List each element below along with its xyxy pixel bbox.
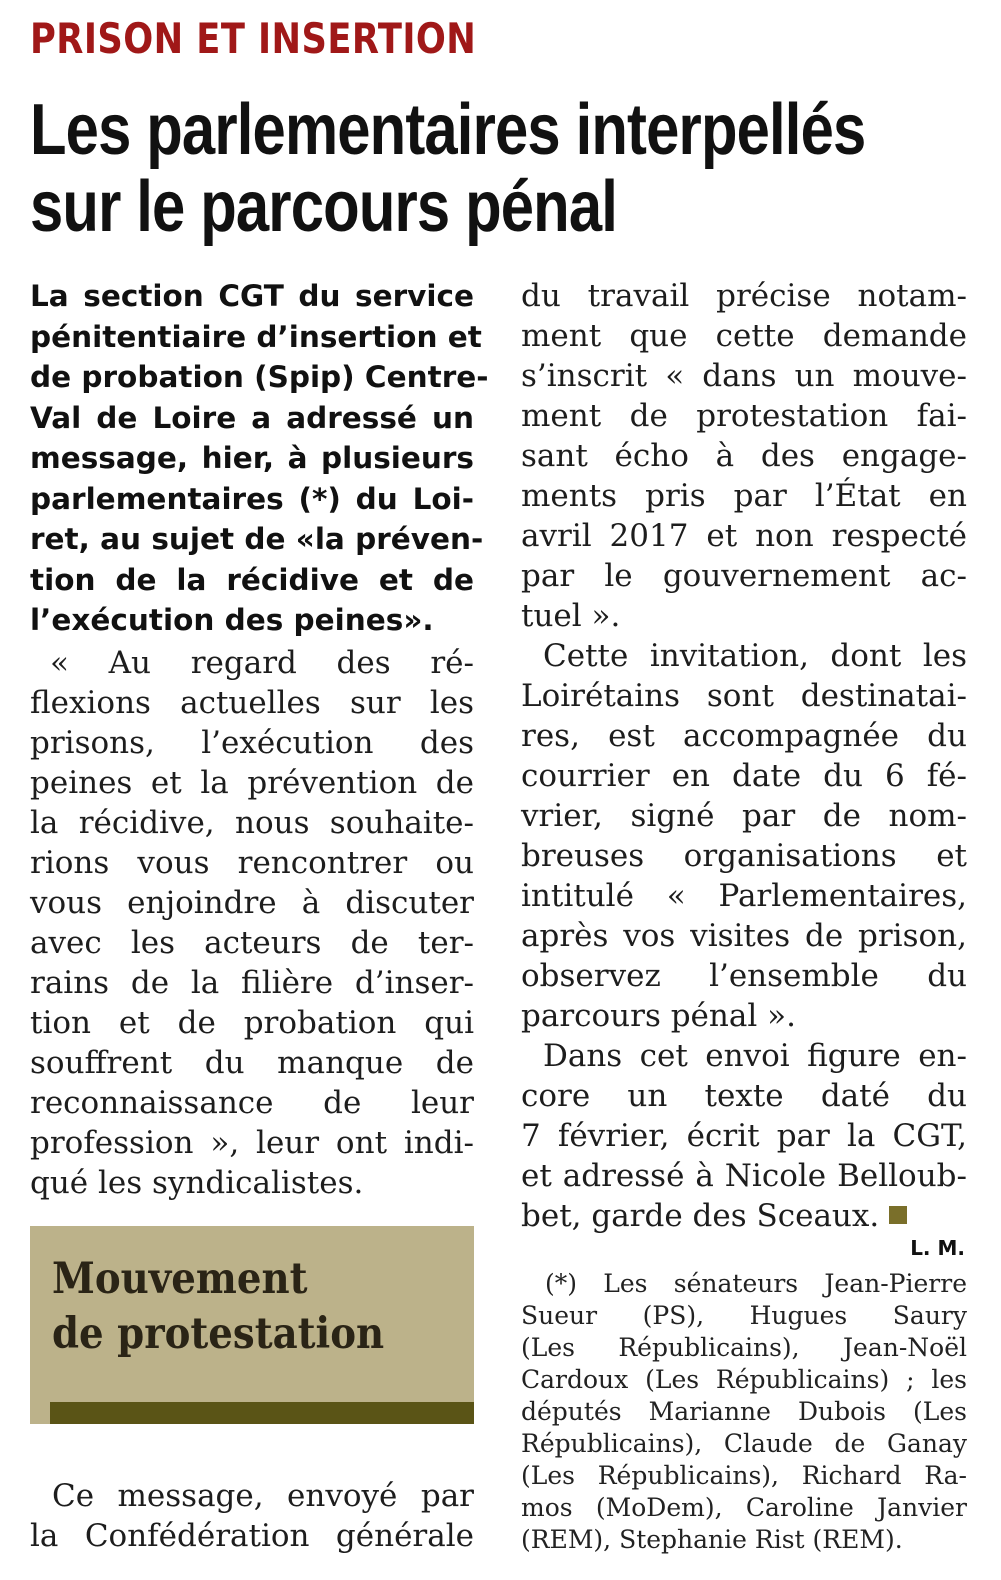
body-line: breuses organisations et [521, 838, 967, 874]
body-line: res, est accompagnée du [521, 718, 967, 754]
body-paragraph-3 [521, 1036, 967, 1236]
body-paragraph-quote [30, 643, 474, 1203]
footnote-line: Cardoux (Les Républicains) ; les [521, 1365, 967, 1394]
body-line: observez l’ensemble du [521, 958, 967, 994]
lead-paragraph [30, 276, 489, 641]
body-line: souffrent du manque de [30, 1044, 474, 1081]
body-line: sant écho à des engage- [521, 438, 967, 474]
body-line: ments pris par l’État en [521, 478, 967, 514]
footnote-line: mos (MoDem), Caroline Janvier [521, 1493, 967, 1522]
body-line: rions vous rencontrer ou [30, 844, 474, 881]
footnote-line: Républicains), Claude de Ganay [521, 1429, 967, 1458]
lead-line: parlementaires (*) du Loi- [30, 481, 474, 516]
body-line: par le gouvernement ac- [521, 558, 967, 594]
end-of-article-mark [889, 1206, 907, 1224]
footnote-line: (REM), Stephanie Rist (REM). [521, 1525, 903, 1554]
body-paragraph-1 [521, 276, 967, 636]
lead-line: Val de Loire a adressé un [30, 400, 474, 435]
headline-line-2: sur le parcours pénal [30, 167, 618, 247]
body-line: ment que cette demande [521, 318, 967, 354]
body-line: « Au regard des ré- [50, 644, 474, 681]
body-line: flexions actuelles sur les [30, 684, 474, 721]
body-line-final [521, 1196, 967, 1236]
body-line: du travail précise notam- [521, 278, 967, 314]
footnote-line: Sueur (PS), Hugues Saury [521, 1301, 967, 1330]
body-line: Ce message, envoyé par [52, 1478, 474, 1514]
lead-line: message, hier, à plusieurs [30, 441, 474, 475]
section-kicker: PRISON ET INSERTION [30, 14, 477, 63]
body-line: prisons, l’exécution des [30, 724, 474, 761]
body-line: courrier en date du 6 fé- [521, 758, 967, 794]
subheading-box [30, 1226, 474, 1424]
lead-line: de probation (Spip) Centre- [30, 360, 489, 394]
author-byline: L. M. [910, 1236, 965, 1260]
article-headline [30, 92, 960, 246]
body-line: avec les acteurs de ter- [30, 924, 474, 961]
body-line: Cette invitation, dont les [543, 638, 967, 674]
body-line: reconnaissance de leur [30, 1084, 474, 1121]
footnote-line: (*) Les sénateurs Jean-Pierre [545, 1269, 967, 1298]
body-line: s’inscrit « dans un mouve- [521, 358, 967, 394]
footnote-line: députés Marianne Dubois (Les [521, 1397, 967, 1426]
body-line: intitulé « Parlementaires, [521, 878, 967, 914]
lead-line: l’exécution des peines». [30, 603, 434, 637]
lead-line: pénitentiaire d’insertion et [30, 319, 482, 354]
footnote-line: (Les Républicains), Jean-Noël [521, 1333, 967, 1362]
body-line: parcours pénal ». [521, 998, 796, 1034]
lead-line: tion de la récidive et de [30, 562, 474, 597]
footnote-line: (Les Républicains), Richard Ra- [521, 1461, 967, 1490]
body-line: ment de protestation fai- [521, 398, 967, 434]
lead-line: La section CGT du service [30, 279, 474, 313]
body-line: core un texte daté du [521, 1078, 967, 1114]
body-line: profession », leur ont indi- [30, 1124, 474, 1161]
subheading-line-1: Mouvement [52, 1254, 308, 1304]
lead-line: ret, au sujet de «la préven- [30, 522, 484, 556]
body-line: qué les syndicalistes. [30, 1164, 364, 1201]
body-line: vous enjoindre à discuter [30, 884, 474, 921]
footnote [521, 1268, 967, 1556]
body-paragraph-2 [521, 636, 967, 1036]
right-column [521, 276, 967, 1236]
subheading-line-2: de protestation [52, 1309, 385, 1359]
body-line: la récidive, nous souhaite- [30, 804, 474, 841]
left-column [30, 276, 489, 1203]
body-line: peines et la prévention de [30, 764, 474, 801]
body-line: avril 2017 et non respecté [521, 518, 967, 554]
body-line: tion et de probation qui [30, 1004, 474, 1041]
body-line-final-text: bet, garde des Sceaux. [521, 1198, 880, 1234]
body-line: et adressé à Nicole Belloub- [521, 1158, 967, 1194]
body-line: après vos visites de prison, [521, 918, 967, 954]
body-line: vrier, signé par de nom- [521, 798, 967, 834]
subheading-rule [50, 1402, 474, 1424]
body-line: Dans cet envoi figure en- [543, 1038, 967, 1074]
headline-line-1: Les parlementaires interpellés [30, 90, 866, 170]
body-line: Loirétains sont destinatai- [521, 678, 967, 714]
body-line: rains de la filière d’inser- [30, 964, 474, 1001]
body-paragraph-continued [30, 1476, 474, 1556]
body-line: tuel ». [521, 598, 621, 634]
subheading-title [52, 1252, 384, 1362]
body-line: 7 février, écrit par la CGT, [521, 1118, 967, 1154]
body-line: la Confédération générale [30, 1518, 474, 1554]
